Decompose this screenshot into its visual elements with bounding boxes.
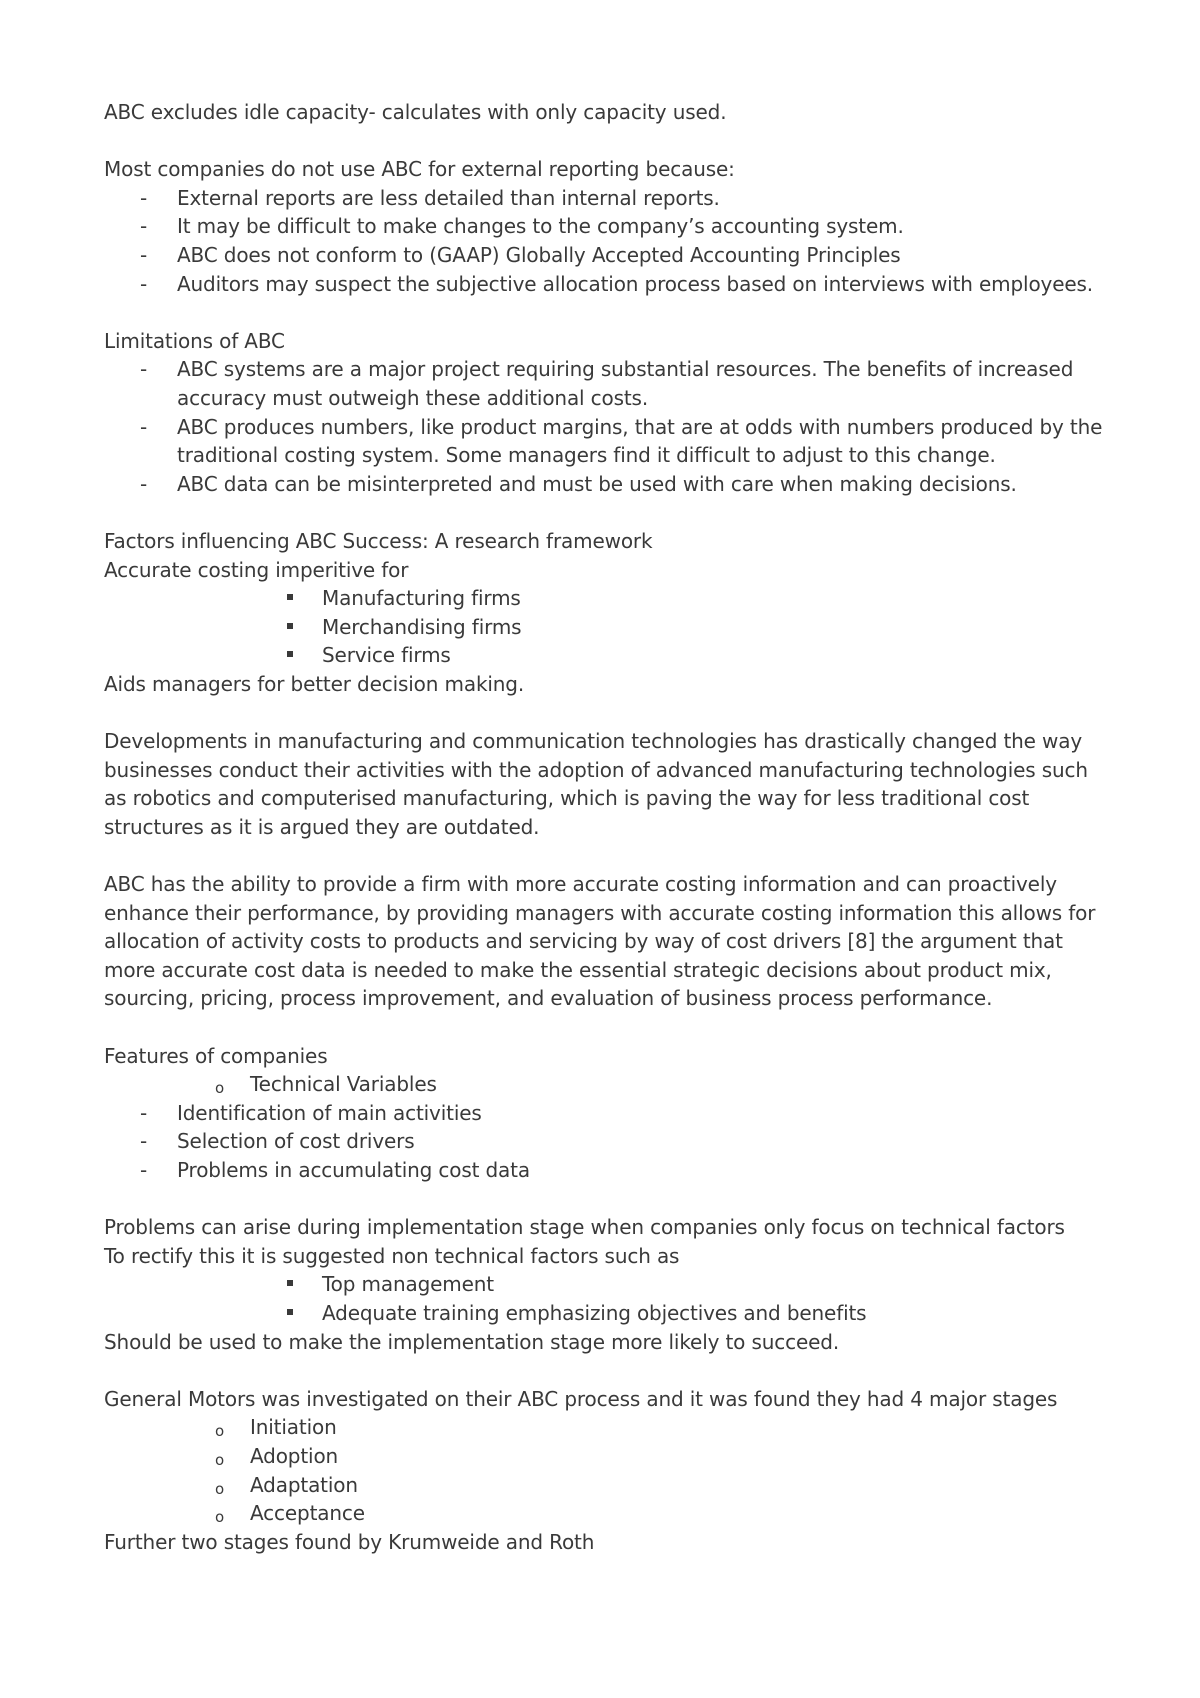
list-item: Service firms <box>104 641 1114 670</box>
list-item: o Initiation <box>104 1413 1114 1442</box>
circle-bullet: o <box>215 1422 225 1441</box>
paragraph-accurate-costing: Accurate costing imperitive for <box>104 557 409 582</box>
circle-bullet: o <box>215 1079 225 1098</box>
square-bullet-icon <box>287 594 293 600</box>
list-firm-types <box>104 584 1114 670</box>
dash-bullet: - <box>140 414 148 439</box>
heading-features: Features of companies <box>104 1043 328 1068</box>
list-nontechnical-factors <box>104 1270 1114 1327</box>
list-item: - ABC systems are a major project requiring substantial resources. The benefits of increased accuracy must outweigh these additional costs. <box>140 357 1074 410</box>
list-item: Manufacturing firms <box>104 584 1114 613</box>
dash-bullet: - <box>140 214 148 239</box>
paragraph-further-stages: Further two stages found by Krumweide and Roth <box>104 1529 595 1554</box>
list-item: Adequate training emphasizing objectives and benefits <box>104 1299 1114 1328</box>
document-page <box>104 98 1114 1556</box>
list-item: o Adaptation <box>104 1471 1114 1500</box>
heading-limitations: Limitations of ABC <box>104 328 285 353</box>
paragraph-general-motors: General Motors was investigated on their ABC process and it was found they had 4 major stages <box>104 1386 1058 1411</box>
paragraph-rectify: To rectify this it is suggested non technical factors such as <box>104 1243 680 1268</box>
list-external-reasons <box>104 184 1114 298</box>
list-item: - ABC does not conform to (GAAP) Globally Accepted Accounting Principles <box>104 241 1114 270</box>
list-item: - Auditors may suspect the subjective allocation process based on interviews with employees. <box>104 270 1114 299</box>
dash-bullet: - <box>140 185 148 210</box>
list-item: o Adoption <box>104 1442 1114 1471</box>
list-limitations <box>104 355 1114 498</box>
list-item: - External reports are less detailed than internal reports. <box>104 184 1114 213</box>
paragraph-idle-capacity: ABC excludes idle capacity- calculates with only capacity used. <box>104 100 727 124</box>
circle-bullet: o <box>215 1508 225 1527</box>
list-item: - Selection of cost drivers <box>104 1127 1114 1156</box>
list-item: - Problems in accumulating cost data <box>104 1156 1114 1185</box>
dash-bullet: - <box>140 471 148 496</box>
list-item: - ABC produces numbers, like product margins, that are at odds with numbers produced by the traditional costing system. Some managers find it difficult to adjust to this change. <box>140 414 1103 468</box>
paragraph-developments: Developments in manufacturing and communication technologies has drastically changed the way businesses conduct their activities with the adoption of advanced manufacturing technologies such as robotics and computerised manufacturing, which is paving the way for less traditional cost structures as it is argued they are outdated. <box>104 729 1088 839</box>
dash-bullet: - <box>140 1157 148 1182</box>
list-technical-variables <box>104 1070 1114 1099</box>
dash-bullet: - <box>140 1129 148 1154</box>
list-stages <box>104 1413 1114 1527</box>
list-item: - ABC data can be misinterpreted and must be used with care when making decisions. <box>104 470 1114 499</box>
circle-bullet: o <box>215 1479 225 1498</box>
list-item: - It may be difficult to make changes to the company’s accounting system. <box>104 212 1114 241</box>
paragraph-abc-ability: ABC has the ability to provide a firm with more accurate costing information and can proactively enhance their performance, by providing managers with accurate costing information this allows for allocation of activity costs to products and servicing by way of cost drivers [8] the argument that more accurate cost data is needed to make the essential strategic decisions about product mix, sourcing, pricing, process improvement, and evaluation of business process performance. <box>104 872 1096 1011</box>
circle-bullet: o <box>215 1450 225 1469</box>
heading-factors: Factors influencing ABC Success: A research framework <box>104 528 653 553</box>
dash-bullet: - <box>140 357 148 382</box>
list-item: o Acceptance <box>104 1499 1114 1528</box>
dash-bullet: - <box>140 242 148 267</box>
square-bullet-icon <box>287 1280 293 1286</box>
list-item: Top management <box>104 1270 1114 1299</box>
paragraph-aids-managers: Aids managers for better decision making. <box>104 671 525 696</box>
paragraph-problems: Problems can arise during implementation stage when companies only focus on technical factors <box>104 1215 1065 1240</box>
list-features <box>104 1099 1114 1185</box>
square-bullet-icon <box>287 623 293 629</box>
dash-bullet: - <box>140 271 148 296</box>
paragraph-should-be-used: Should be used to make the implementation stage more likely to succeed. <box>104 1329 840 1354</box>
square-bullet-icon <box>287 1309 293 1315</box>
dash-bullet: - <box>140 1100 148 1125</box>
square-bullet-icon <box>287 651 293 657</box>
list-item: o Technical Variables <box>104 1070 1114 1099</box>
list-item: Merchandising firms <box>104 613 1114 642</box>
paragraph-external-reporting: Most companies do not use ABC for external reporting because: <box>104 157 735 182</box>
list-item: - Identification of main activities <box>104 1099 1114 1128</box>
